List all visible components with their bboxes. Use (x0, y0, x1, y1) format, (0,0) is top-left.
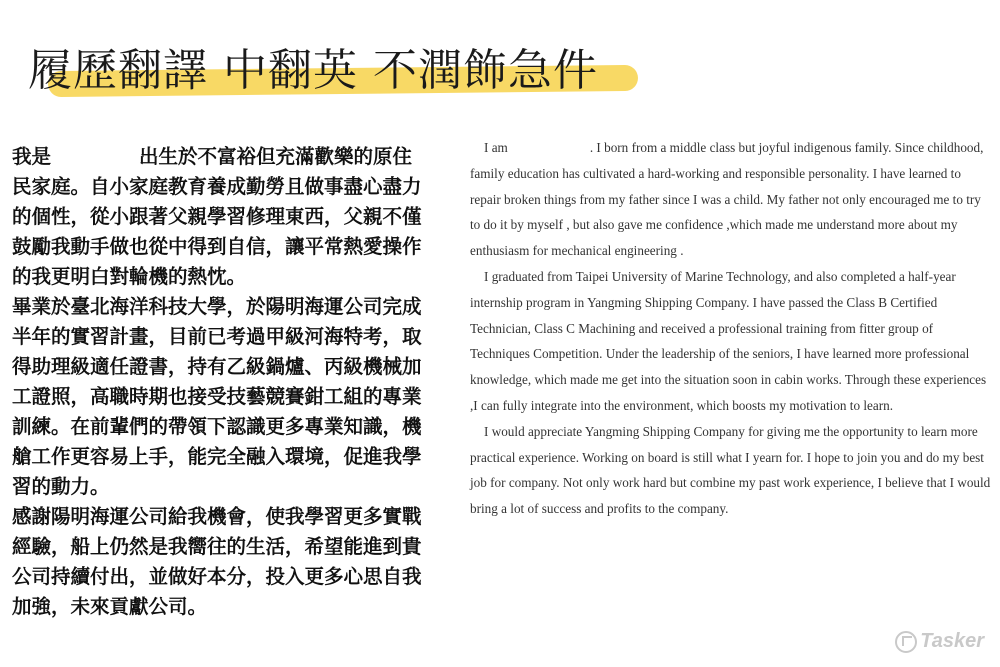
chinese-paragraph-3: 感謝陽明海運公司給我機會，使我學習更多實戰經驗，船上仍然是我嚮往的生活，希望能進到貴公司持續付出，並做好本分，投入更多心思自我加強，未來貢獻公司。 (12, 505, 422, 618)
english-text-column (470, 135, 992, 522)
english-paragraph-2: I graduated from Taipei University of Marine Technology, and also completed a half-year internship program in Yangming Shipping Company. I have passed the Class B Certified Technician, Class C Machining and received a professional training from fitter group of Techniques Competition. Under the leadership of the seniors, I have learned more professional knowledge, which made me get into the situation soon in cabin works. Through these experiences ,I can fully integrate into the environment, which boosts my motivation to learn. (470, 268, 987, 413)
chinese-text-column (12, 142, 430, 622)
chinese-paragraph-1 (12, 142, 430, 292)
chinese-intro: 我是 (12, 145, 52, 168)
tasker-logo-text: Tasker (920, 630, 984, 652)
chinese-paragraph-1-text: 出生於不富裕但充滿歡樂的原住民家庭。自小家庭教育養成勤勞且做事盡心盡力的個性，從小跟著父親學習修理東西，父親不僅鼓勵我動手做也從中得到自信，讓平常熱愛操作的我更明白對輪機的熱忱。 (12, 145, 422, 288)
english-paragraph-1-text: . I born from a middle class but joyful indigenous family. Since childhood, family education has cultivated a hard-working and responsible personality. I have learned to repair broken things from my father since I was a child. My father not only encouraged me to try to do it by myself , but also gave me confidence ,which made me understand more about my enthusiasm for mechanical engineering . (470, 140, 984, 259)
tasker-logo (895, 630, 984, 653)
chinese-paragraph-2: 畢業於臺北海洋科技大學，於陽明海運公司完成半年的實習計畫，目前已考過甲級河海特考，取得助理級適任證書，持有乙級鍋爐、丙級機械加工證照，高職時期也接受技藝競賽鉗工組的專業訓練。在前輩們的帶領下認識更多專業知識，機艙工作更容易上手，能完全融入環境，促進我學習的動力。 (12, 295, 422, 498)
title-block (28, 30, 648, 100)
page-title: 履歷翻譯 中翻英 不潤飾急件 (28, 45, 598, 96)
english-paragraph-3: I would appreciate Yangming Shipping Company for giving me the opportunity to learn more practical experience. Working on board is still what I yearn for. I hope to join you and do my best job for company. Not only work hard but combine my past work experience, I believe that I would bring a lot of success and profits to the company. (470, 423, 991, 517)
tasker-logo-icon (895, 631, 917, 653)
english-intro: I am (484, 140, 508, 155)
english-paragraph-1 (470, 135, 992, 264)
